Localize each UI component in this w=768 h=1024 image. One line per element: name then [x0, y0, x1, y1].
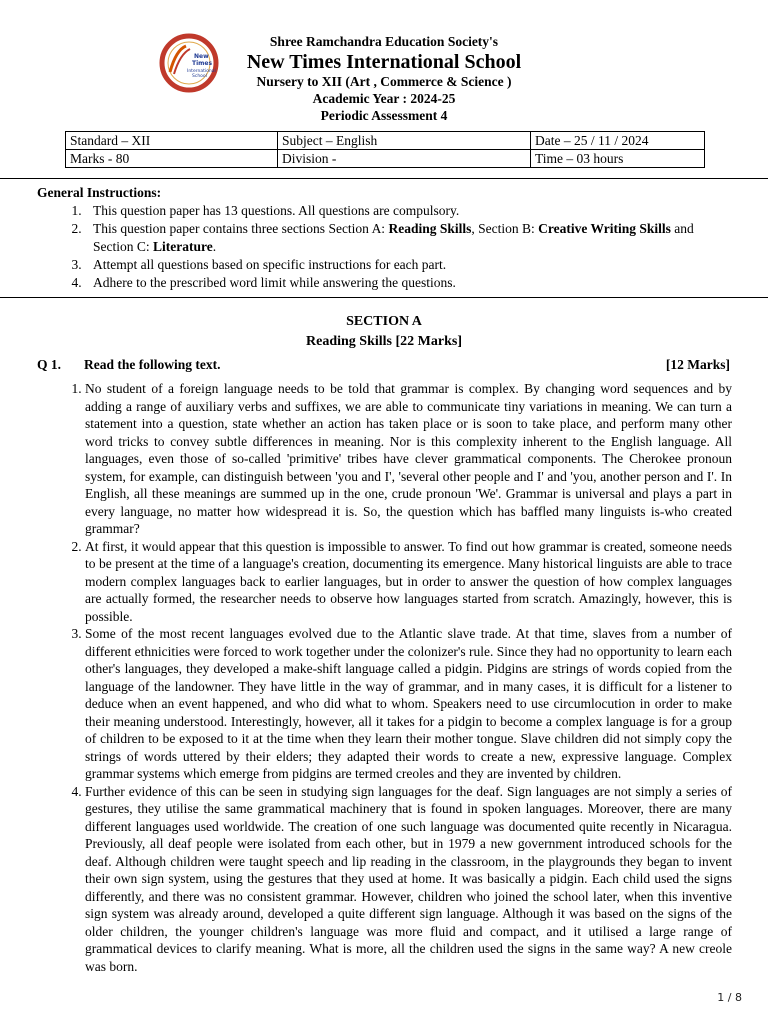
time-cell: Time – 03 hours: [531, 150, 705, 168]
table-row: [66, 132, 705, 150]
academic-year: Academic Year : 2024-25: [312, 91, 456, 106]
passage-paragraph: 4. Further evidence of this can be seen in studying sign languages for the deaf. Sign languages are not simply a series of gestures, they utilise the same grammatical machinery that is found in spoken languages. Moreover, there are many different languages used worldwide. The creation of one such language was documented quite recently in Nicaragua. Previously, all deaf people were isolated from each other, but in 1979 a new government introduced schools for the deaf. Although children were taught speech and lip reading in the classroom, in the playgrounds they began to invent their own sign system, using the gestures that they used at home. It was basically a pidgin. Each child used the signs differently, and there was no consistent grammar. However, children who joined the school later, when this inventive sign system was already around, developed a quite different sign language. Although it was based on the signs of the older children, the younger children's language was more fluid and compact, and it utilised a large range of grammatical devices to clarify meaning. What is more, all the children used the signs in the same way? A new creole was born.: [85, 783, 732, 976]
question-number: Q 1.: [37, 357, 62, 372]
svg-text:Times: Times: [192, 60, 213, 67]
assessment-name: Periodic Assessment 4: [320, 108, 448, 123]
standard-cell: Standard – XII: [66, 132, 278, 150]
section-title: SECTION A: [346, 314, 422, 329]
passage-paragraph: 3. Some of the most recent languages evolved due to the Atlantic slave trade. At that time, slaves from a number of different ethnicities were forced to work together under the colonizer's rule. Since they had no opportunity to learn each other's languages, they developed a make-shift language called a pidgin. Pidgins are strings of words copied from the language of the landowner. They have little in the way of grammar, and in many cases, it is difficult for a listener to deduce when an event happened, and who did what to whom. Speakers need to use circumlocution in order to make their meaning understood. Interestingly, however, all it takes for a pidgin to become a complex language is for a group of children to be exposed to it at the time when they learn their mother tongue. Slave children did not simply copy the strings of words uttered by their elders; they adapted their words to create a new, expressive language. Complex grammar systems which emerge from pidgins are termed creoles and they are invented by children.: [85, 625, 732, 783]
passage-paragraphs: [60, 380, 732, 975]
list-item: 4. Adhere to the prescribed word limit while answering the questions.: [85, 274, 737, 292]
marks-cell: Marks - 80: [66, 150, 278, 168]
section-a-name: Reading Skills: [388, 221, 472, 236]
instruction-text: , Section B:: [471, 221, 539, 236]
school-name: New Times International School: [246, 51, 522, 73]
divider: [0, 178, 768, 179]
svg-text:New: New: [194, 53, 209, 60]
section-b-name: Creative Writing Skills: [538, 221, 671, 236]
instruction-text: and Section C:: [93, 221, 694, 254]
table-row: [66, 150, 705, 168]
instruction-text: .: [212, 239, 217, 254]
question-text: Read the following text.: [84, 357, 221, 372]
list-item: [85, 220, 737, 256]
svg-text:School: School: [192, 74, 207, 79]
instructions-title: General Instructions:: [37, 185, 162, 200]
exam-info-table: [65, 131, 705, 168]
question-header: [37, 357, 730, 373]
list-item: 3. Attempt all questions based on specific instructions for each part.: [85, 256, 737, 274]
reading-passage: [60, 380, 732, 975]
passage-paragraph: 2. At first, it would appear that this question is impossible to answer. To find out how grammar is created, someone needs to be present at the time of a language's creation, documenting its emergence. Many historical linguists are able to trace modern complex languages back to earlier languages, but in order to answer the question of how complex languages are actually formed, the researcher needs to observe how languages started from scratch. Amazingly, however, this is possible.: [85, 538, 732, 626]
date-cell: Date – 25 / 11 / 2024: [531, 132, 705, 150]
society-name: Shree Ramchandra Education Society's: [269, 34, 499, 49]
instructions-list: [37, 202, 737, 292]
section-subtitle: Reading Skills [22 Marks]: [306, 334, 462, 349]
question-marks: [12 Marks]: [665, 357, 730, 372]
svg-text:International: International: [187, 69, 216, 74]
division-cell: Division -: [278, 150, 531, 168]
passage-paragraph: 1. No student of a foreign language needs to be told that grammar is complex. By changing word sequences and by adding a range of auxiliary verbs and suffixes, we are able to communicate tiny variations in meaning. We can turn a statement into a question, state whether an action has taken place or is soon to take place, and perform many other word tricks to convey subtle differences in meaning. Nor is this complexity inherent to the English language. All languages, even those of so-called 'primitive' tribes have clever grammatical components. The Cherokee pronoun system, for example, can distinguish between 'you and I', 'several other people and I' and 'you, another person and I'. In English, all these meanings are summed up in the one, crude pronoun 'We'. Grammar is universal and plays a part in every language, no matter how widespread it is. So, the question which has baffled many linguists is-who created grammar?: [85, 380, 732, 538]
page-number: 1 / 8: [717, 991, 742, 1004]
section-c-name: Literature: [153, 239, 213, 254]
subject-cell: Subject – English: [278, 132, 531, 150]
general-instructions: [37, 184, 737, 292]
list-item: 1. This question paper has 13 questions. All questions are compulsory.: [85, 202, 737, 220]
instruction-text: This question paper contains three sections Section A:: [93, 221, 389, 236]
classes-offered: Nursery to XII (Art , Commerce & Science ): [256, 74, 512, 89]
header: [0, 33, 768, 124]
divider: [0, 297, 768, 298]
